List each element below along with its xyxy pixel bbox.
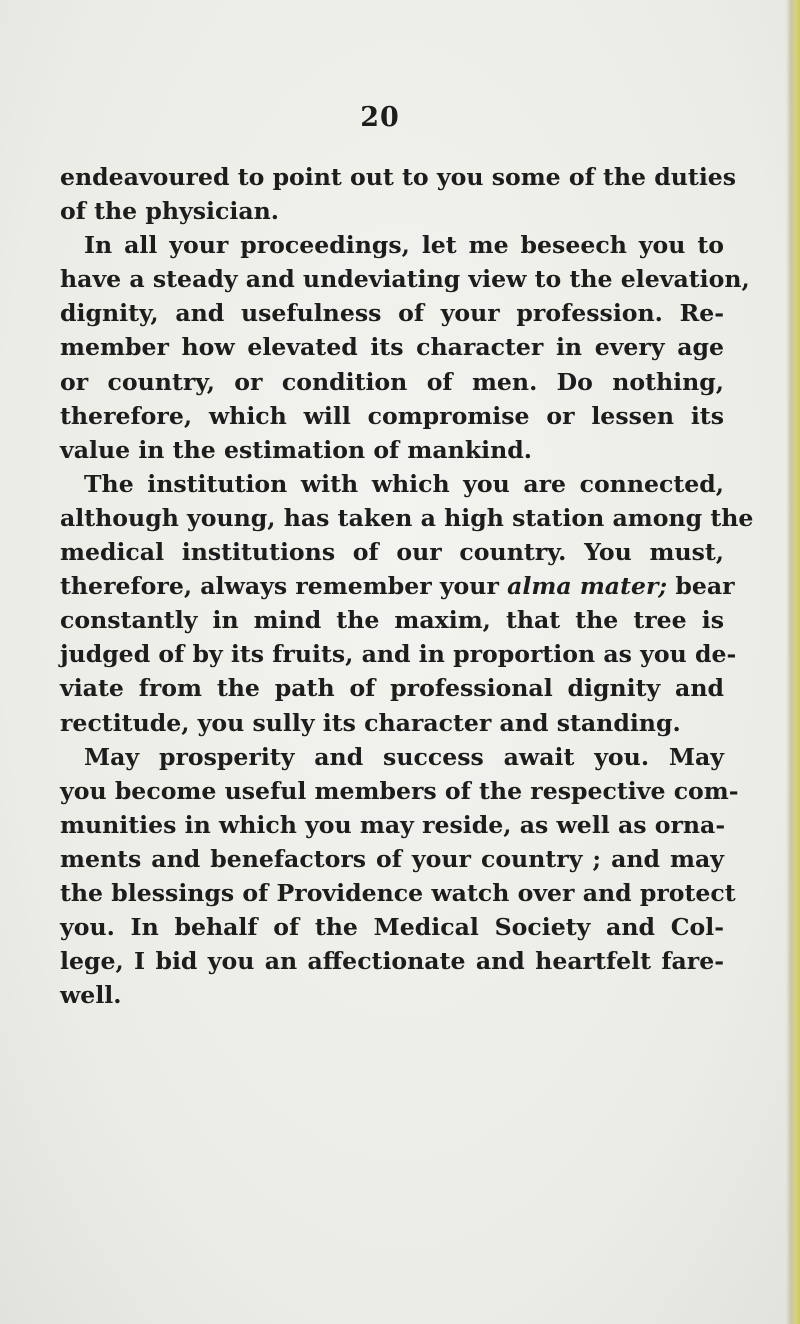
text-line: medical institutions of our country. You must, <box>60 538 724 567</box>
text-line: endeavoured to point out to you some of the duties <box>60 163 737 191</box>
text-line: dignity, and usefulness of your profession. Re- <box>60 299 724 328</box>
text-line: well. <box>60 981 122 1010</box>
text-line: have a steady and undeviating view to the elevation, <box>60 265 750 294</box>
text-line: munities in which you may reside, as well as orna- <box>60 810 726 839</box>
text-line <box>60 569 735 603</box>
text-line: the blessings of Providence watch over and protect <box>60 878 736 907</box>
text-line: member how elevated its character in every age <box>60 333 724 362</box>
text-line: you. In behalf of the Medical Society and Col- <box>60 913 724 942</box>
text-line: rectitude, you sully its character and standing. <box>60 708 681 737</box>
text-line: or country, or condition of men. Do nothing, <box>60 367 724 396</box>
page-number: 20 <box>360 102 400 133</box>
text-line: ments and benefactors of your country ; and may <box>60 844 724 873</box>
italic-phrase: alma mater; <box>507 572 668 601</box>
text-line: value in the estimation of mankind. <box>60 435 533 464</box>
text-line: May prosperity and success await you. May <box>84 742 724 771</box>
text-line: although young, has taken a high station among the <box>60 503 754 532</box>
text-line: constantly in mind the maxim, that the tree is <box>60 606 724 635</box>
text-line: In all your proceedings, let me beseech you to <box>84 231 724 260</box>
text-line: lege, I bid you an affectionate and heartfelt fare- <box>60 947 724 976</box>
text-segment: therefore, always remember your <box>60 572 508 601</box>
text-line: viate from the path of professional dignity and <box>60 674 724 703</box>
text-segment: bear <box>667 572 735 601</box>
page-edge <box>786 0 800 1324</box>
text-line: judged of by its fruits, and in proportion as you de- <box>60 640 737 669</box>
text-line: you become useful members of the respective com- <box>60 776 739 805</box>
text-line: The institution with which you are connected, <box>84 469 724 498</box>
text-line: therefore, which will compromise or lessen its <box>60 401 724 430</box>
body-text <box>60 160 754 1012</box>
text-line: of the physician. <box>60 197 279 226</box>
